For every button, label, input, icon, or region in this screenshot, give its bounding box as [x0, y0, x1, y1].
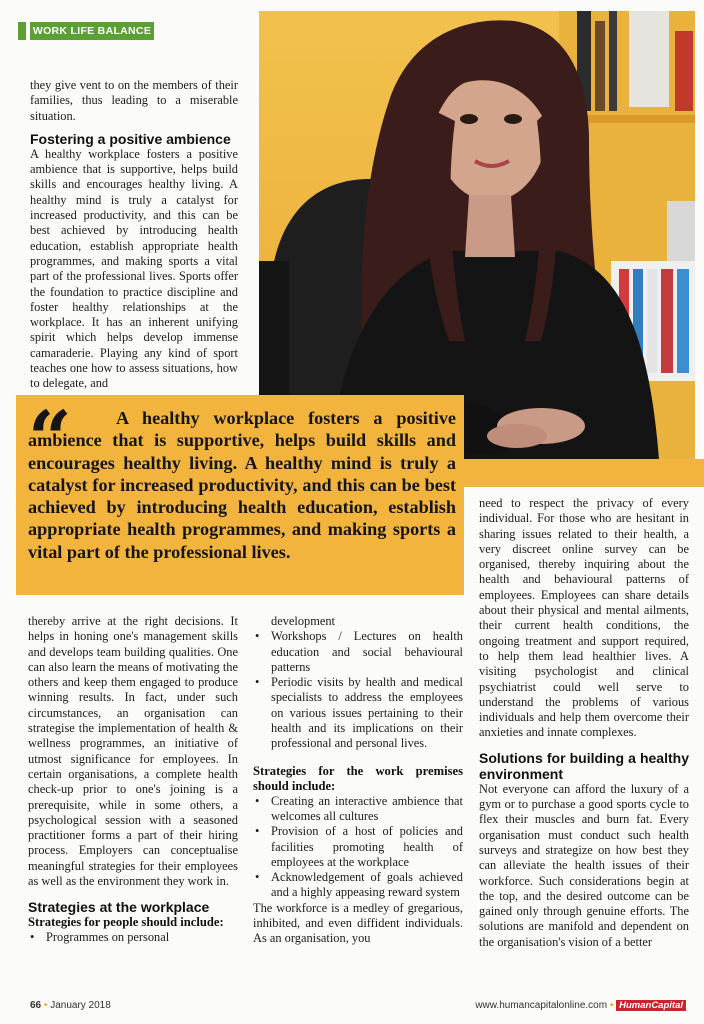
solutions-paragraph: Not everyone can afford the luxury of a gym or to purchase a good sports cycle to flex their muscles and burn fat. Every organisation must conduct such health surveys and strategize on how best they can alleviate the health issues of their workforce. Such considerations begin at the top, and the desired outcome can be gained only through genuine efforts. The solutions are manifold and dependent on the organisation's vision of a better: [479, 781, 689, 949]
people-bullet-list: [253, 629, 463, 751]
list-item: • Provision of a host of policies and facilities promoting health of employees at the workplace: [253, 824, 463, 870]
footer-left: [30, 1000, 111, 1011]
pullquote-text: A healthy workplace fosters a positive ambience that is supportive, helps build skills and encourages healthy living. A healthy mind is truly a catalyst for increased productivity, and this can be best achieved by introducing health education, establish appropriate health programmes, and making sports a vital part of the professional lives.: [28, 408, 456, 562]
footer-bullet: •: [43, 1000, 48, 1011]
subheading-strategies-people: Strategies for people should include:: [28, 915, 224, 930]
column-1: [28, 614, 238, 946]
bullet-continuation: development: [271, 614, 335, 628]
fostering-paragraph: A healthy workplace fosters a positive ambience that is supportive, helps build skills and encourages healthy living. A healthy mind is truly a catalyst for increased productivity, and this can be best achieved by introducing health education, establish appropriate health programmes, and making sports a vital part of the professional lives. Sports offer the foundation to practice discipline and foster healthy relationships at the workplace. It has an inherent unifying spirit which helps develop immense camaraderie. Playing any kind of sport teaches one how to assess situations, how to delegate, and: [30, 146, 238, 391]
footer-bullet: •: [609, 1000, 614, 1011]
portrait-illustration: [259, 11, 695, 460]
heading-solutions: Solutions for building a healthy environment: [479, 749, 689, 782]
privacy-paragraph: need to respect the privacy of every individual. For those who are hesitant in sharing issues related to their health, a very discreet online survey can be organised, thereby inquiring about the health and behavioural patterns of employees. Employees can share details about their physical and mental ailments, their current health conditions, the ongoing treatment and support required, to help them lead healthier lives. A visiting psychologist and clinical psychiatrist could well serve to understand the problems of various individuals and help them overcome their anxieties and innate complexes.: [479, 496, 689, 740]
workforce-paragraph: The workforce is a medley of gregarious, inhibited, and even diffident individuals. As an organisation, you: [253, 900, 463, 946]
portrait-photo: [259, 11, 695, 460]
issue-date: January 2018: [50, 1000, 111, 1011]
premises-bullet-list: [253, 794, 463, 901]
website-link[interactable]: www.humancapitalonline.com: [475, 1000, 608, 1011]
heading-strategies-workplace: Strategies at the workplace: [28, 899, 210, 916]
subheading-strategies-premises: Strategies for the work premises should include:: [253, 763, 463, 793]
list-item: • Programmes on personal: [28, 930, 238, 945]
pullquote-box: [16, 395, 464, 595]
list-item: • Creating an interactive ambience that welcomes all cultures: [253, 794, 463, 825]
brand-logo: HumanCapital: [616, 1000, 686, 1011]
section-tag: WORK LIFE BALANCE: [30, 22, 154, 40]
list-item: • Periodic visits by health and medical specialists to address the employees on various issues pertaining to their health and its implications on their professional and personal lives.: [253, 675, 463, 751]
heading-fostering: Fostering a positive ambience: [30, 130, 231, 147]
page-number: 66: [30, 1000, 42, 1011]
column-2: [253, 614, 463, 947]
column-1-paragraph: thereby arrive at the right decisions. It helps in honing one's management skills and develops team building qualities. One can also learn the means of motivating the others and keep them engaged to produce winning results. In fact, under such circumstances, an organisation can strategise the implementation of health & wellness programmes, an initiative of utmost significance for employees. In certain organisations, a complete health check-up prior to one's joining is a prerequisite, while in some others, a psychological session with a seasoned practitioner forms a part of their hiring process. Employers can conceptualise meaningful strategies for their employees as well as the environment they work in.: [28, 614, 238, 889]
pullquote-extension-bar: [464, 459, 704, 487]
list-item: • Workshops / Lectures on health education and social behavioural patterns: [253, 629, 463, 675]
list-item: • Acknowledgement of goals achieved and a highly appeasing reward system: [253, 870, 463, 901]
footer-right: [475, 1000, 686, 1011]
quote-mark-icon: “: [28, 394, 72, 483]
column-top-left: [30, 78, 238, 392]
people-bullet-list-start: [28, 930, 238, 945]
column-3: [479, 496, 689, 950]
intro-paragraph: they give vent to on the members of their families, thus leading to a miserable situation.: [30, 78, 238, 123]
